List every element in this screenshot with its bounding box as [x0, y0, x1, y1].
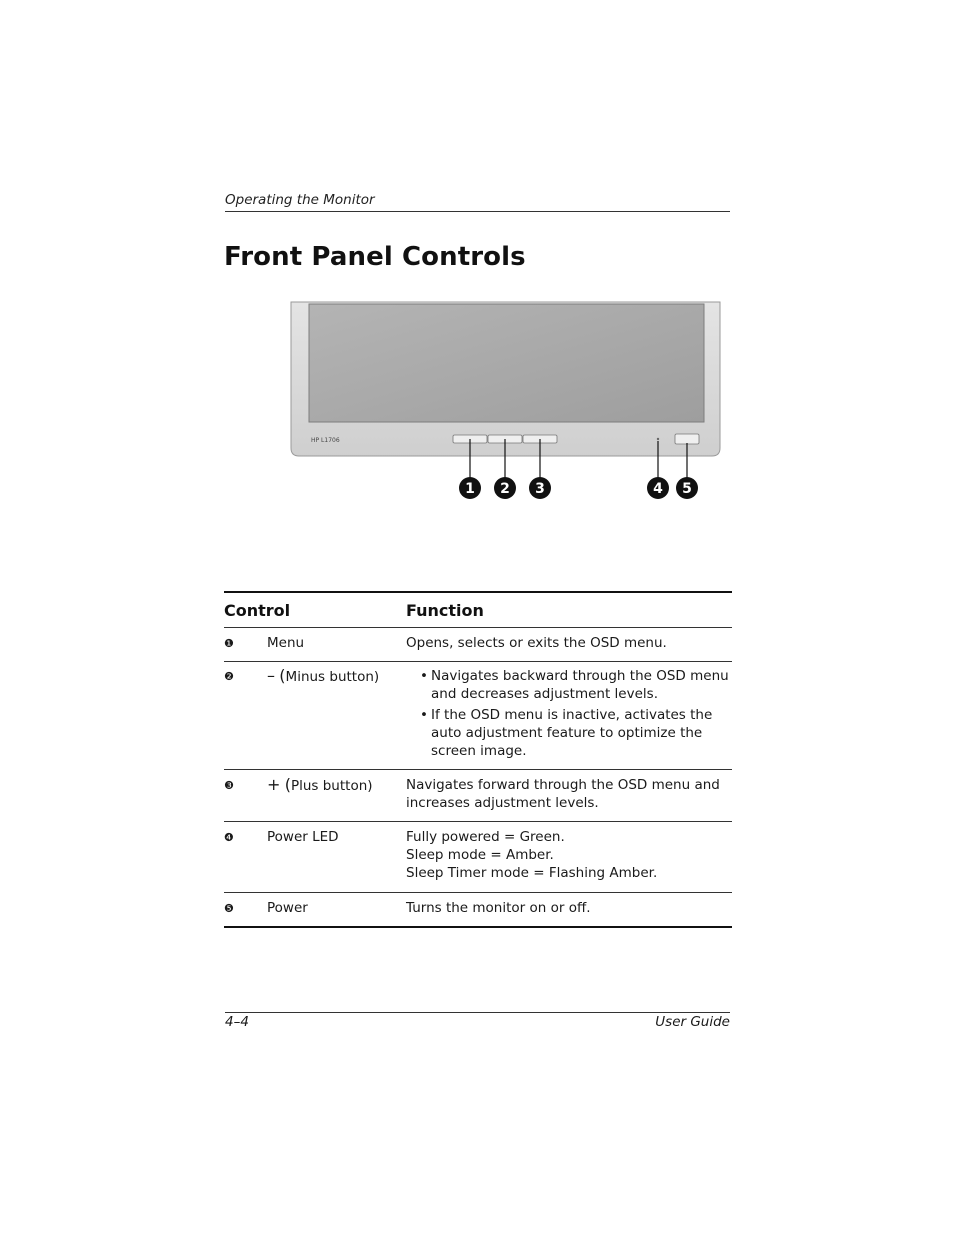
control-name	[267, 776, 406, 812]
control-name: Power	[267, 900, 308, 916]
row-number: ❸	[224, 779, 234, 792]
header-control: Control	[224, 600, 291, 620]
table-row-power-led	[224, 822, 732, 892]
svg-text:3: 3	[535, 481, 545, 497]
table-bottom-rule	[224, 926, 732, 928]
bullet-item: • Navigates backward through the OSD menu and decreases adjustment levels.	[431, 667, 732, 703]
controls-table	[224, 591, 732, 928]
open-paren: (	[284, 775, 291, 794]
open-paren: (	[279, 666, 286, 685]
minus-label: Minus button)	[285, 669, 380, 685]
monitor-figure	[280, 296, 730, 511]
control-function: Turns the monitor on or off.	[406, 900, 591, 916]
page-number: 4–4	[225, 1014, 249, 1030]
control-function: Opens, selects or exits the OSD menu.	[406, 635, 667, 651]
row-number: ❷	[224, 670, 234, 683]
function-line: Sleep mode = Amber.	[406, 847, 554, 863]
control-function	[406, 667, 732, 763]
control-name: Power LED	[267, 829, 339, 845]
table-row-minus	[224, 662, 732, 769]
svg-text:1: 1	[465, 481, 475, 497]
control-name	[267, 667, 406, 763]
header-rule	[225, 211, 730, 212]
control-function	[406, 828, 732, 882]
callout-4	[647, 477, 669, 499]
callout-2	[494, 477, 516, 499]
minus-symbol: –	[267, 666, 275, 685]
document-title: User Guide	[655, 1014, 730, 1030]
svg-text:5: 5	[682, 481, 692, 497]
plus-symbol: +	[267, 775, 281, 794]
monitor-illustration	[280, 296, 730, 511]
running-head: Operating the Monitor	[225, 192, 375, 208]
row-number: ❺	[224, 902, 234, 915]
svg-text:4: 4	[653, 481, 663, 497]
function-line: Fully powered = Green.	[406, 829, 565, 845]
callout-5	[676, 477, 698, 499]
model-label: HP L1706	[311, 437, 340, 444]
table-row-plus	[224, 770, 732, 821]
power-led-shape	[657, 438, 659, 440]
monitor-screen	[309, 304, 704, 422]
table-header	[224, 593, 732, 627]
footer-rule	[225, 1012, 730, 1013]
callout-3	[529, 477, 551, 499]
table-row-power	[224, 893, 732, 926]
page-title: Front Panel Controls	[224, 242, 526, 272]
row-number: ❶	[224, 637, 234, 650]
header-function: Function	[406, 600, 484, 620]
function-line: Sleep Timer mode = Flashing Amber.	[406, 865, 658, 881]
table-row-menu	[224, 628, 732, 661]
bullet-item: • If the OSD menu is inactive, activates the auto adjustment feature to optimize the screen image.	[431, 706, 732, 760]
control-name: Menu	[267, 635, 305, 651]
row-number: ❹	[224, 831, 234, 844]
callout-1	[459, 477, 481, 499]
power-button-shape	[675, 434, 699, 444]
plus-label: Plus button)	[290, 778, 373, 794]
control-function: Navigates forward through the OSD menu and increases adjustment levels.	[406, 777, 720, 811]
svg-text:2: 2	[500, 481, 510, 497]
function-bullets	[406, 667, 732, 760]
